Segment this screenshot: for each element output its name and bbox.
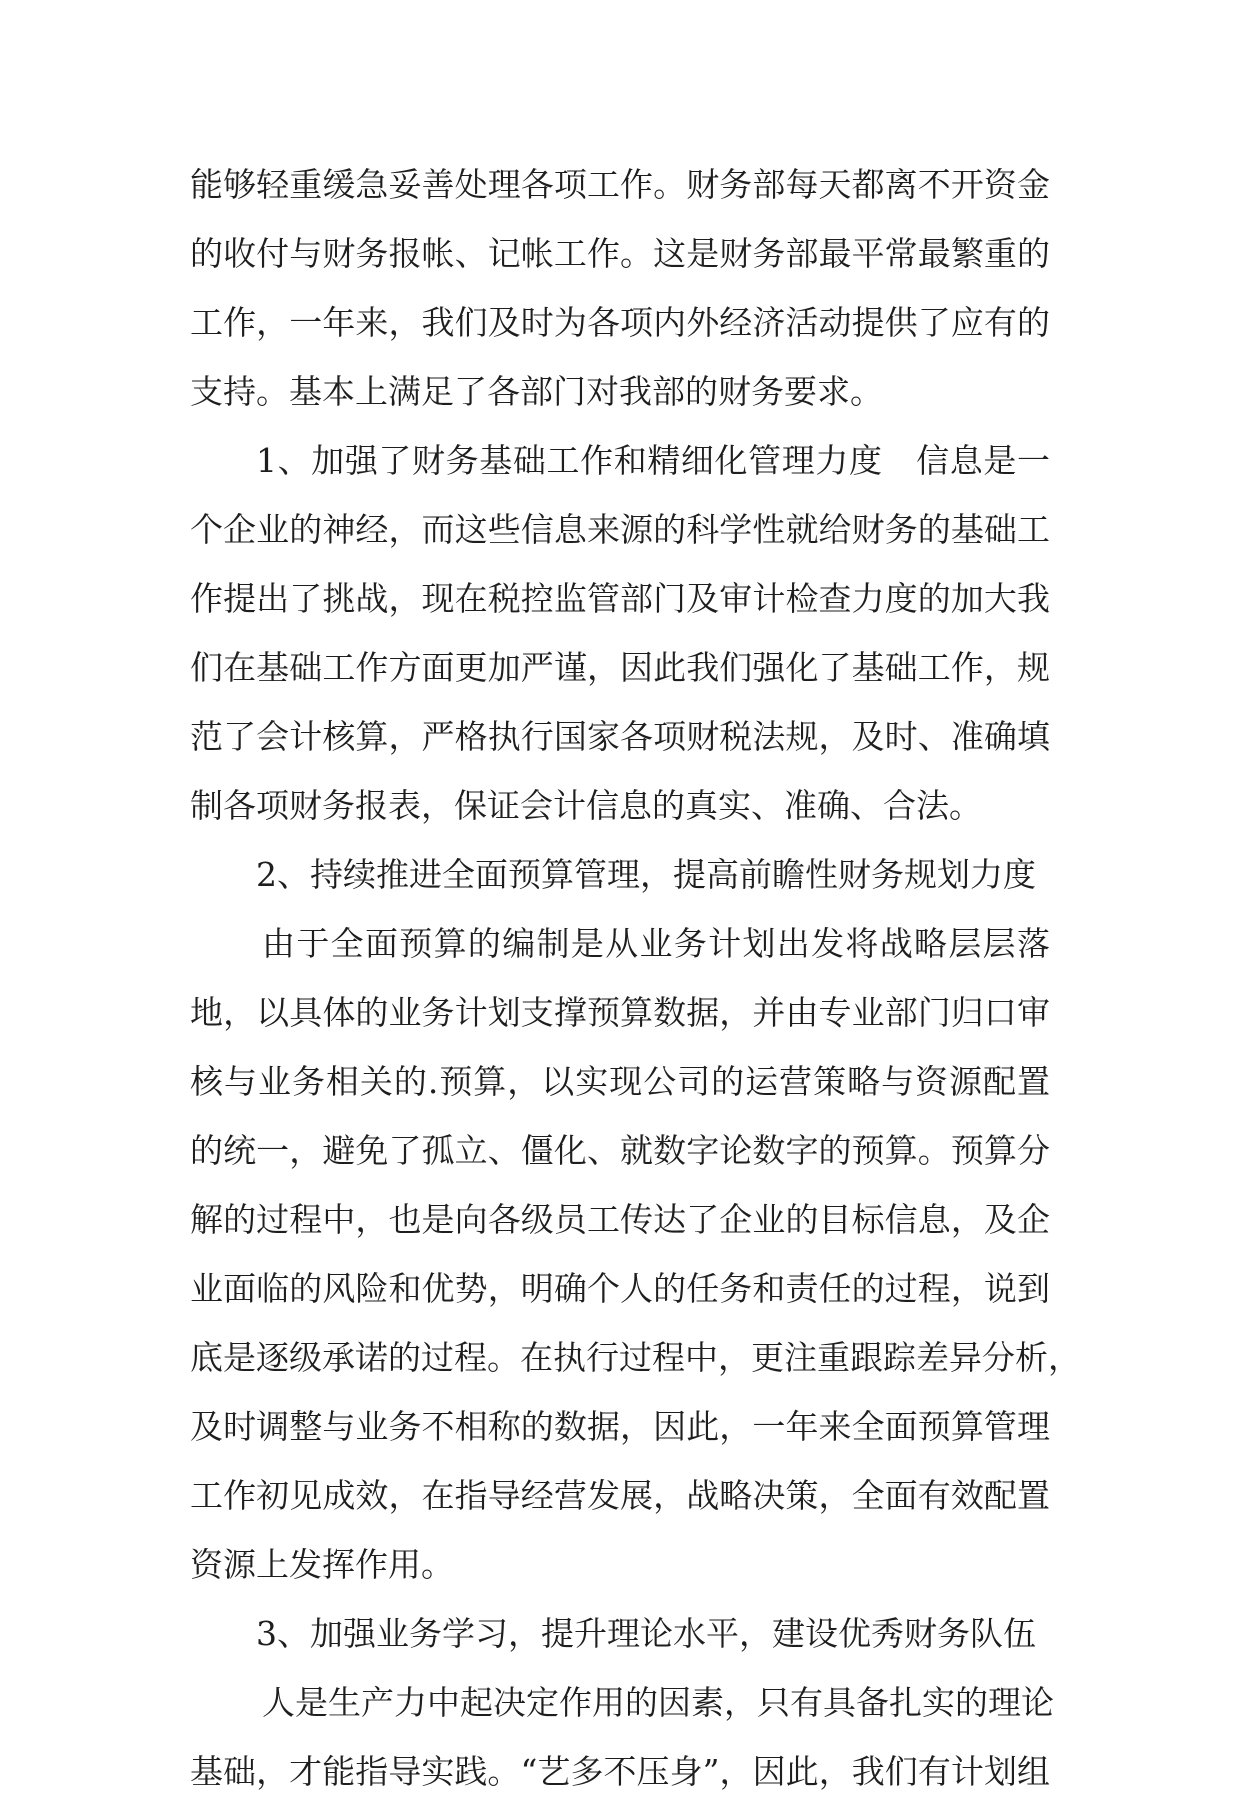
text-line: 作提出了挑战，现在税控监管部门及审计检查力度的加大我 bbox=[190, 579, 1050, 618]
text-line: 工作初见成效，在指导经营发展，战略决策，全面有效配置 bbox=[190, 1476, 1050, 1515]
text-line: 由于全面预算的编制是从业务计划出发将战略层层落 bbox=[262, 924, 1050, 963]
text-line: 人是生产力中起决定作用的因素，只有具备扎实的理论 bbox=[262, 1683, 1054, 1722]
text-line: 们在基础工作方面更加严谨，因此我们强化了基础工作，规 bbox=[190, 648, 1050, 687]
text-line: 支持。基本上满足了各部门对我部的财务要求。 bbox=[190, 372, 883, 411]
text-line: 底是逐级承诺的过程。在执行过程中，更注重跟踪差异分析， bbox=[190, 1338, 1081, 1377]
text-line: 制各项财务报表，保证会计信息的真实、准确、合法。 bbox=[190, 786, 982, 825]
text-line: 基础，才能指导实践。“艺多不压身”，因此，我们有计划组 bbox=[190, 1752, 1050, 1791]
section-heading-3: 3、加强业务学习，提升理论水平，建设优秀财务队伍 bbox=[256, 1614, 1036, 1653]
text-line: 核与业务相关的.预算，以实现公司的运营策略与资源配置 bbox=[190, 1062, 1050, 1101]
text-line: 个企业的神经，而这些信息来源的科学性就给财务的基础工 bbox=[190, 510, 1050, 549]
text-line: 解的过程中，也是向各级员工传达了企业的目标信息，及企 bbox=[190, 1200, 1050, 1239]
text-line: 能够轻重缓急妥善处理各项工作。财务部每天都离不开资金 bbox=[190, 165, 1050, 204]
text-line: 的收付与财务报帐、记帐工作。这是财务部最平常最繁重的 bbox=[190, 234, 1050, 273]
text-line: 范了会计核算，严格执行国家各项财税法规，及时、准确填 bbox=[190, 717, 1050, 756]
text-line: 及时调整与业务不相称的数据，因此，一年来全面预算管理 bbox=[190, 1407, 1050, 1446]
text-line: 的统一，避免了孤立、僵化、就数字论数字的预算。预算分 bbox=[190, 1131, 1050, 1170]
text-line: 地，以具体的业务计划支撑预算数据，并由专业部门归口审 bbox=[190, 993, 1050, 1032]
text-line: 业面临的风险和优势，明确个人的任务和责任的过程，说到 bbox=[190, 1269, 1050, 1308]
text-line: 资源上发挥作用。 bbox=[190, 1545, 454, 1584]
section-heading-2: 2、持续推进全面预算管理，提高前瞻性财务规划力度 bbox=[256, 855, 1036, 894]
section-heading-1: 1、加强了财务基础工作和精细化管理力度 信息是一 bbox=[256, 441, 1050, 480]
document-body bbox=[190, 150, 1081, 1806]
text-line: 工作，一年来，我们及时为各项内外经济活动提供了应有的 bbox=[190, 303, 1050, 342]
